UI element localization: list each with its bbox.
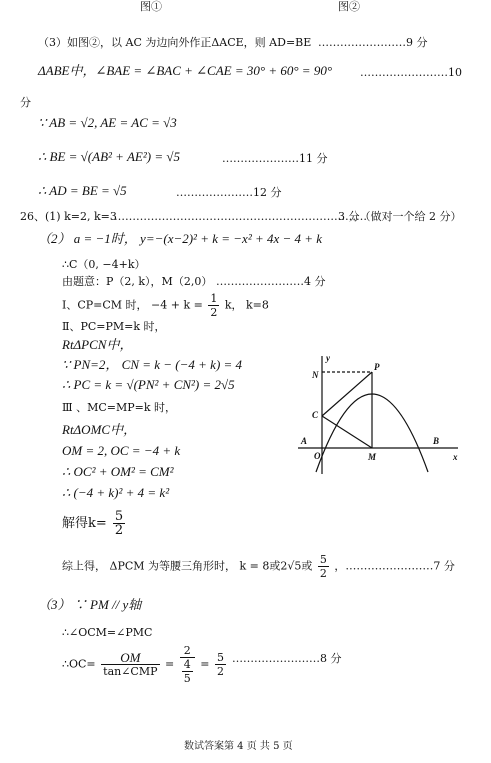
q26-summary-den: 2 <box>319 567 327 580</box>
q26-pm: 由题意：P（2, k），M（2,0） <box>62 275 213 288</box>
label-p: P <box>374 362 380 372</box>
q26-part1: 26、(1) k=2, k=3 <box>20 210 117 223</box>
q26-case2: Ⅱ、PC=PM=k 时， <box>62 320 166 333</box>
q26-case1-num: 1 <box>210 292 218 305</box>
q26-oc-f2-den <box>180 658 195 685</box>
q26-oc-f2-den-num: 4 <box>183 658 191 671</box>
p3-ad: ∴ AD = BE = √5 <box>38 183 127 198</box>
q26-pn: ∵ PN=2， CN = k − (−4 + k) = 4 <box>62 357 243 372</box>
p3-be-score: …………………11 分 <box>222 152 328 165</box>
q26-oc-fraction2 <box>180 644 195 685</box>
q26-pc: ∴ PC = k = √(PN² + CN²) = 2√5 <box>62 377 235 392</box>
q26-angle: ∴∠OCM=∠PMC <box>62 626 153 639</box>
q26-oc-fraction <box>101 651 159 678</box>
p3-angle-line: ΔABE中，∠BAE = ∠BAC + ∠CAE = 30° + 60° = 90° <box>38 63 333 78</box>
q26-pm-score: ……………………4 分 <box>216 275 326 288</box>
q26-om: OM = 2, OC = −4 + k <box>62 443 181 458</box>
q26-oc <box>62 644 228 685</box>
parabola-figure <box>292 350 472 480</box>
q26-part2-a: （2） a = −1时， y=−(x−2)² + k = −x² + 4x − 4 + k <box>38 231 323 246</box>
q26-solve <box>62 510 127 537</box>
q26-solve-a: 解得k= <box>62 516 107 531</box>
label-o: O <box>314 451 321 461</box>
p3-intro-score: ……………………9 分 <box>318 36 428 49</box>
q26-summary-a: 综上得， ΔPCM 为等腰三角形时， k = 8或2√5或 <box>62 559 313 573</box>
q26-part1-score: 3 分（做对一个给 2 分） <box>338 210 462 223</box>
q26-case1-a: Ⅰ、CP=CM 时， −4 + k = <box>62 298 203 312</box>
q26-solve-num: 5 <box>114 509 124 524</box>
p3-intro: （3）如图②，以 AC 为边向外作正ΔACE，则 AD=BE <box>38 36 312 49</box>
q26-oc-a: ∴OC= <box>62 657 96 671</box>
q26-case1-fraction <box>208 292 219 319</box>
q26-part1-dots: …………………………………………………………… <box>114 210 367 223</box>
q26-oc-f2-den-den: 5 <box>183 672 191 685</box>
label-c: C <box>312 410 319 420</box>
q26-rt1: RtΔPCN中， <box>62 337 133 352</box>
q26-eq: ∴ (−4 + k)² + 4 = k² <box>62 485 170 500</box>
label-m: M <box>368 452 377 462</box>
fig2-caption: 图② <box>338 0 360 13</box>
q26-case3: Ⅲ 、MC=MP=k 时， <box>62 401 177 414</box>
q26-oc-f3-num: 5 <box>216 651 224 664</box>
q26-oc-fraction3 <box>215 651 226 678</box>
label-n: N <box>312 370 319 380</box>
q26-case1-b: k， k=8 <box>224 298 269 312</box>
q26-summary-num: 5 <box>319 553 327 566</box>
q26-c-point: ∴C（0, −4+k） <box>62 258 146 271</box>
q26-part3: （3） ∵ PM // y轴 <box>38 597 142 612</box>
p3-ab-ae: ∵ AB = √2, AE = AC = √3 <box>38 115 177 130</box>
q26-oc-eq3: = <box>200 657 210 671</box>
label-b: B <box>433 436 440 446</box>
p3-ad-score: …………………12 分 <box>176 186 282 199</box>
q26-oc-eq2: = <box>165 657 175 671</box>
q26-solve-fraction <box>113 510 125 537</box>
q26-summary-score: ，……………………7 分 <box>334 559 455 573</box>
q26-rt2: RtΔOMC中， <box>62 422 137 437</box>
p3-angle-score: ……………………10 <box>360 66 462 79</box>
q26-sq: ∴ OC² + OM² = CM² <box>62 464 174 479</box>
q26-oc-f2-inner <box>182 658 193 685</box>
q26-oc-num: OM <box>101 651 159 665</box>
q26-summary <box>62 553 455 580</box>
q26-case1 <box>62 292 269 319</box>
page-footer: 数试答案第 4 页 共 5 页 <box>184 741 293 752</box>
label-x: x <box>453 452 458 462</box>
p3-fen: 分 <box>20 96 31 109</box>
q26-oc-score: ……………………8 分 <box>232 652 342 665</box>
q26-oc-f3-den: 2 <box>216 665 224 678</box>
label-a: A <box>301 436 308 446</box>
q26-oc-f2-num: 2 <box>180 644 195 658</box>
q26-summary-fraction <box>318 553 329 580</box>
q26-solve-den: 2 <box>114 523 124 538</box>
fig1-caption: 图① <box>140 0 162 13</box>
q26-oc-den: tan∠CMP <box>103 665 158 678</box>
label-y: y <box>326 353 330 363</box>
p3-be: ∴ BE = √(AB² + AE²) = √5 <box>38 149 180 164</box>
segment-cm <box>322 416 372 448</box>
q26-case1-den: 2 <box>210 306 218 319</box>
